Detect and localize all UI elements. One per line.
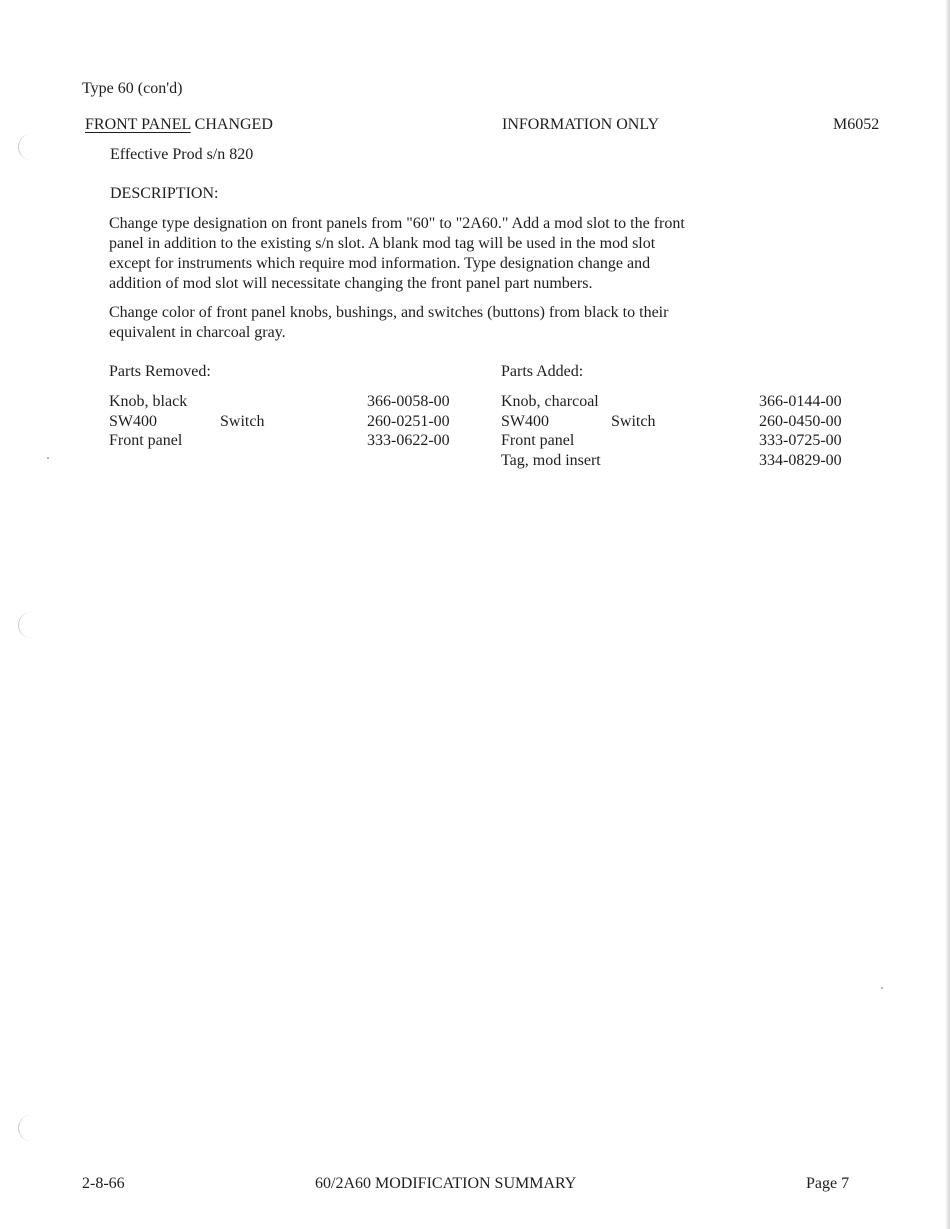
part-desc: Switch xyxy=(220,413,265,430)
heading xyxy=(85,115,273,135)
paragraph-line: Change color of front panel knobs, bushings, and switches (buttons) from black to their xyxy=(109,304,669,321)
paragraph-line: equivalent in charcoal gray. xyxy=(109,324,286,341)
binder-hole-mark xyxy=(18,1115,33,1141)
scan-speck xyxy=(47,457,49,459)
part-number: 333-0622-00 xyxy=(367,432,450,449)
description-paragraph xyxy=(109,214,869,294)
part-number: 333-0725-00 xyxy=(759,432,842,449)
part-desc: Switch xyxy=(611,413,656,430)
paragraph-line: Change type designation on front panels from "60" to "2A60." Add a mod slot to the front xyxy=(109,215,685,232)
scan-speck xyxy=(881,987,883,989)
footer-page-number: Page 7 xyxy=(806,1175,850,1192)
part-name: Front panel xyxy=(501,432,575,449)
page-edge xyxy=(946,0,950,1229)
paragraph-line: addition of mod slot will necessitate changing the front panel part numbers. xyxy=(109,275,593,292)
part-number: 366-0058-00 xyxy=(367,393,450,410)
info-only-label: INFORMATION ONLY xyxy=(502,116,660,133)
binder-hole-mark xyxy=(18,612,33,638)
binder-hole-mark xyxy=(18,134,33,160)
heading-underlined: FRONT PANEL xyxy=(85,116,191,133)
color-change-paragraph xyxy=(109,303,869,343)
part-number: 366-0144-00 xyxy=(759,393,842,410)
part-number: 260-0251-00 xyxy=(367,413,450,430)
part-name: Front panel xyxy=(109,432,183,449)
description-label: DESCRIPTION: xyxy=(110,185,219,202)
footer-date: 2-8-66 xyxy=(82,1175,125,1192)
parts-added-heading: Parts Added: xyxy=(501,363,584,380)
part-number: 334-0829-00 xyxy=(759,452,842,469)
parts-removed-heading: Parts Removed: xyxy=(109,363,211,380)
mod-number: M6052 xyxy=(833,116,880,133)
part-name: Tag, mod insert xyxy=(501,452,601,469)
part-name: SW400 xyxy=(501,413,549,430)
footer-title: 60/2A60 MODIFICATION SUMMARY xyxy=(315,1175,577,1192)
part-name: Knob, black xyxy=(109,393,188,410)
effective-serial: Effective Prod s/n 820 xyxy=(110,146,254,163)
paragraph-line: panel in addition to the existing s/n slot. A blank mod tag will be used in the mod slot xyxy=(109,235,656,252)
part-name: Knob, charcoal xyxy=(501,393,599,410)
section-title: Type 60 (con'd) xyxy=(82,80,183,97)
part-name: SW400 xyxy=(109,413,157,430)
part-number: 260-0450-00 xyxy=(759,413,842,430)
paragraph-line: except for instruments which require mod information. Type designation change and xyxy=(109,255,651,272)
heading-rest: CHANGED xyxy=(194,116,273,133)
